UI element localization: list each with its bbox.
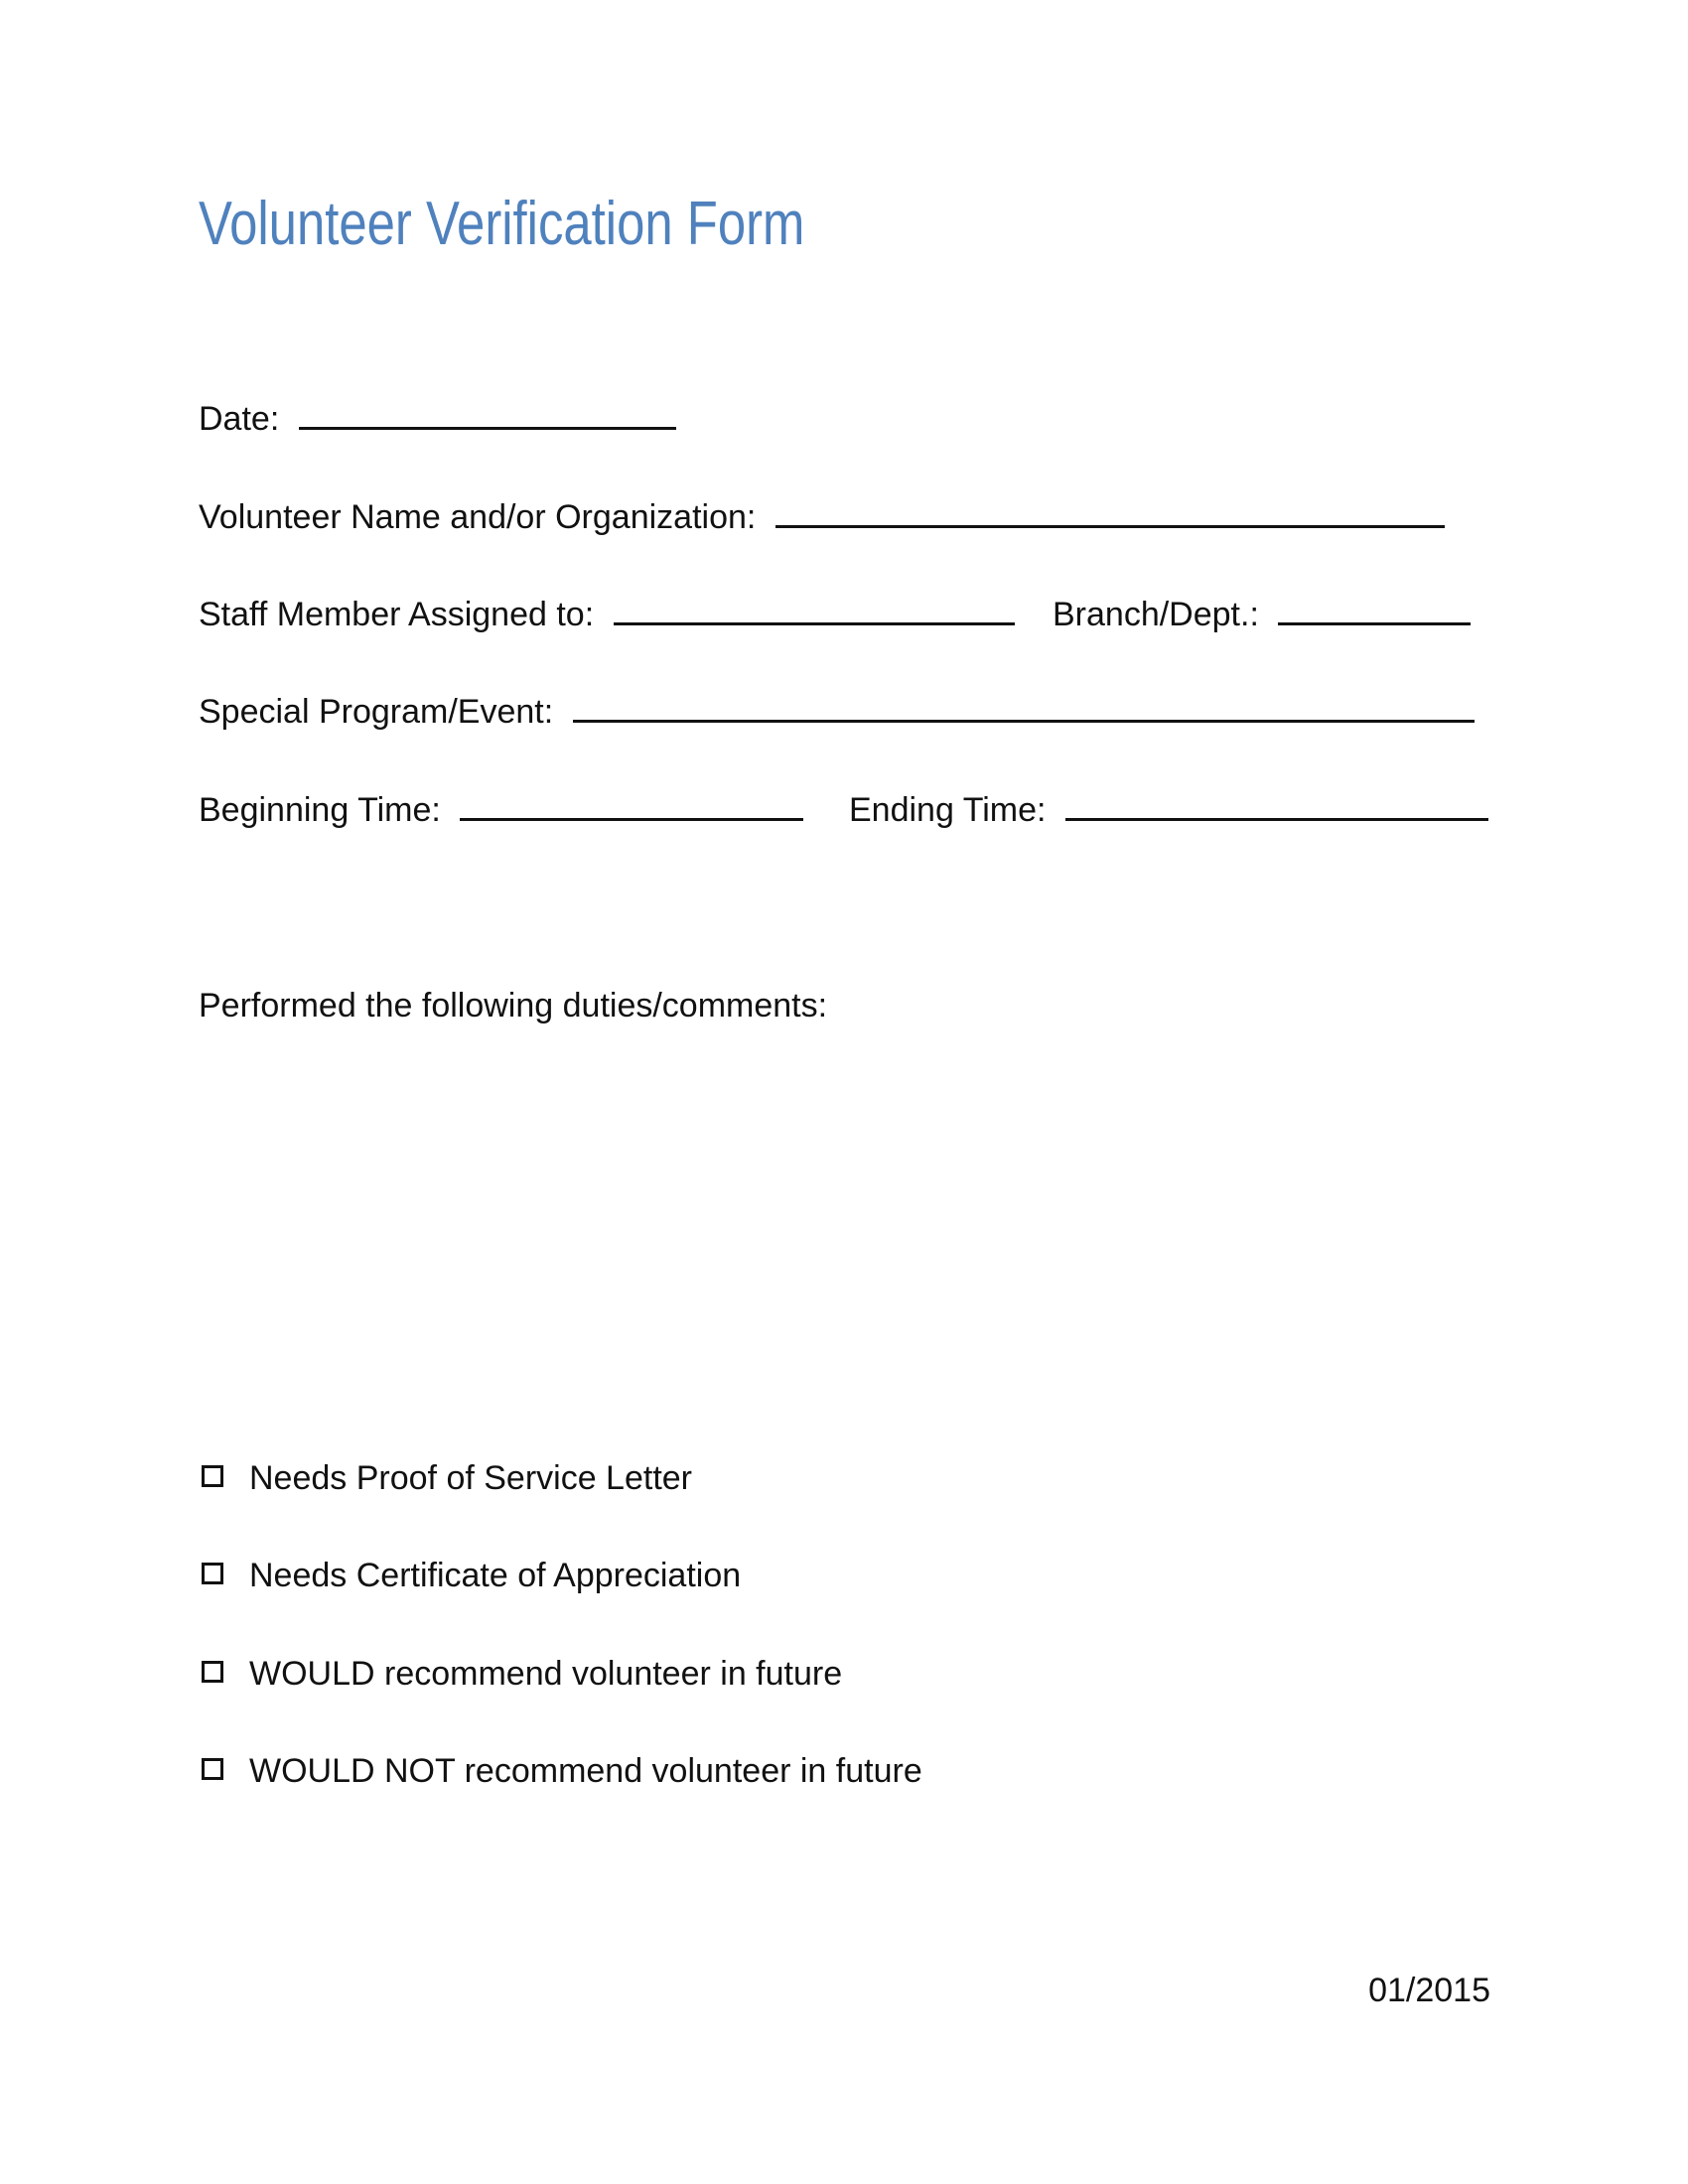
branch-row [1053, 595, 1471, 634]
would-not-recommend-checkbox[interactable] [202, 1758, 223, 1780]
staff-member-field[interactable] [614, 595, 1015, 625]
date-row [199, 399, 676, 439]
staff-label: Staff Member Assigned to: [199, 596, 595, 633]
begin-time-row [199, 790, 803, 830]
would-recommend-label: WOULD recommend volunteer in future [249, 1655, 843, 1693]
date-field[interactable] [299, 399, 676, 430]
begin-time-label: Beginning Time: [199, 791, 441, 829]
staff-row [199, 595, 1015, 634]
program-event-field[interactable] [573, 692, 1475, 723]
checkbox-row-would-not-recommend [202, 1751, 922, 1791]
page-title: Volunteer Verification Form [199, 190, 805, 258]
certificate-checkbox[interactable] [202, 1563, 223, 1584]
proof-letter-label: Needs Proof of Service Letter [249, 1459, 693, 1497]
end-time-field[interactable] [1065, 790, 1488, 821]
duties-comments-area[interactable] [199, 1037, 1489, 1434]
would-not-recommend-label: WOULD NOT recommend volunteer in future [249, 1752, 922, 1790]
checkbox-row-would-recommend [202, 1654, 842, 1694]
duties-label: Performed the following duties/comments: [199, 987, 828, 1024]
checkbox-row-proof-letter [202, 1458, 692, 1498]
volunteer-name-field[interactable] [775, 497, 1445, 528]
checkbox-row-certificate [202, 1556, 741, 1595]
revision-date: 01/2015 [1368, 1972, 1490, 2009]
branch-label: Branch/Dept.: [1053, 596, 1259, 633]
certificate-label: Needs Certificate of Appreciation [249, 1557, 742, 1594]
proof-letter-checkbox[interactable] [202, 1465, 223, 1487]
program-label: Special Program/Event: [199, 693, 554, 731]
program-row [199, 692, 1475, 732]
end-time-label: Ending Time: [849, 791, 1047, 829]
would-recommend-checkbox[interactable] [202, 1661, 223, 1683]
branch-dept-field[interactable] [1278, 595, 1471, 625]
date-label: Date: [199, 400, 280, 438]
end-time-row [849, 790, 1488, 830]
begin-time-field[interactable] [460, 790, 803, 821]
volunteer-label: Volunteer Name and/or Organization: [199, 498, 757, 536]
volunteer-row [199, 497, 1445, 537]
